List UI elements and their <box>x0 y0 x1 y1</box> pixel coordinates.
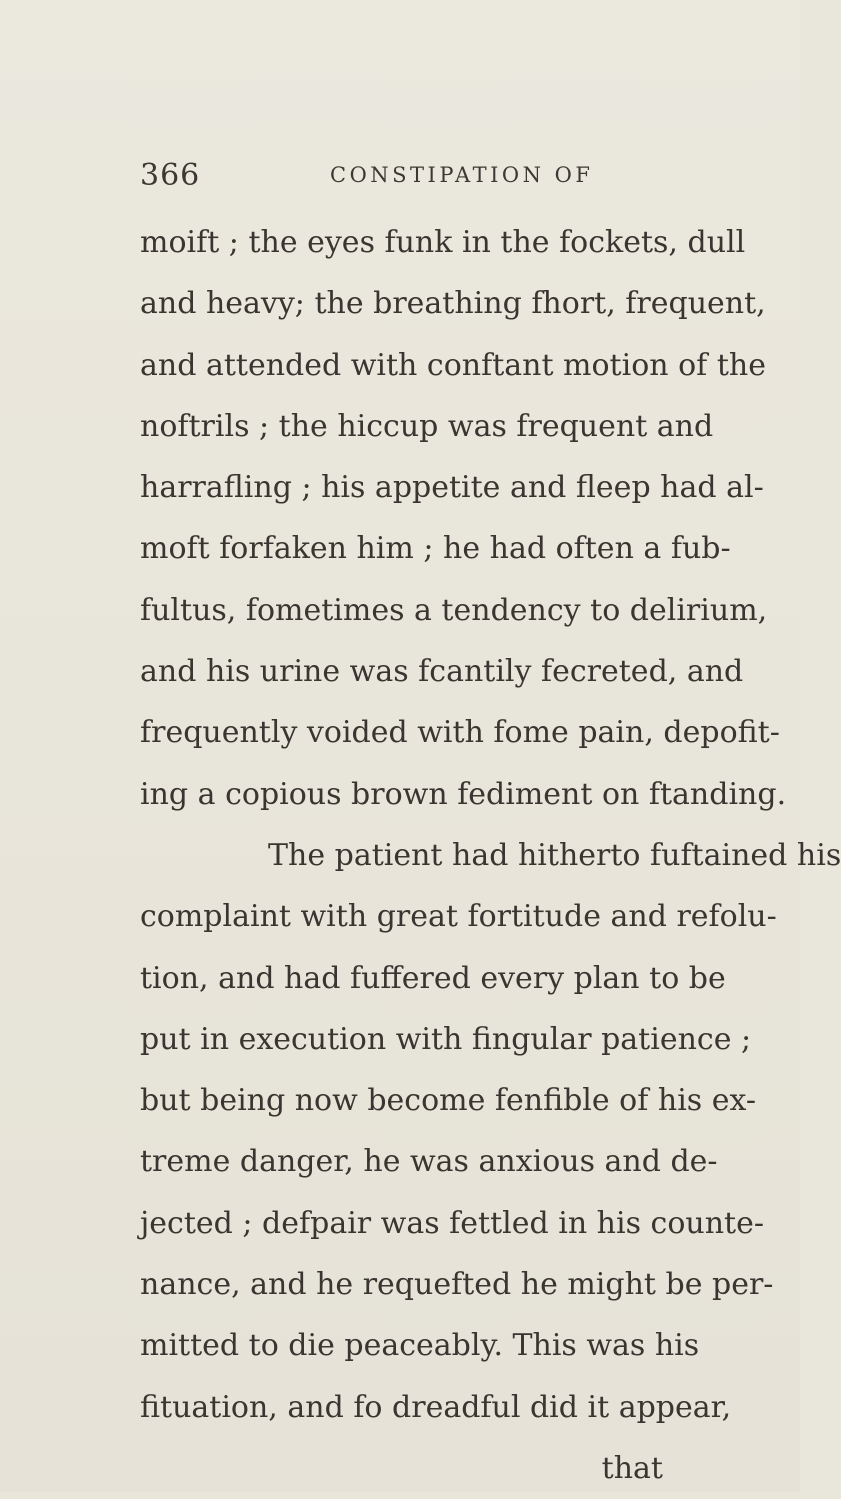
text-line: frequently voided with fome pain, depofit- <box>140 715 780 751</box>
catchword: that <box>601 1450 663 1486</box>
text-line: nance, and he requefted he might be per- <box>140 1267 774 1303</box>
page-header <box>140 158 620 198</box>
text-line: ing a copious brown fediment on ftanding. <box>140 776 787 812</box>
text-line: and heavy; the breathing fhort, frequent, <box>140 286 766 322</box>
text-line: moift ; the eyes funk in the fockets, dull <box>140 225 746 260</box>
text-line: put in execution with fingular patience ; <box>140 1021 752 1057</box>
text-line: tion, and had fuffered every plan to be <box>140 960 726 996</box>
body-text <box>140 212 841 1499</box>
text-line: but being now become fenfible of his ex- <box>140 1083 756 1119</box>
text-line: noftrils ; the hiccup was frequent and <box>140 408 714 444</box>
text-line: treme danger, he was anxious and de- <box>140 1144 718 1180</box>
text-line: jected ; defpair was fettled in his counte- <box>140 1205 764 1241</box>
text-line: moft forfaken him ; he had often a fub- <box>140 531 731 567</box>
running-head: CONSTIPATION OF <box>330 163 594 187</box>
text-line: fultus, fometimes a tendency to delirium, <box>140 592 768 628</box>
text-line: and his urine was fcantily fecreted, and <box>140 654 744 690</box>
text-line: complaint with great fortitude and refolu- <box>140 899 777 935</box>
text-line: fituation, and fo dreadful did it appear, <box>140 1389 732 1425</box>
text-line: harrafling ; his appetite and fleep had al- <box>140 470 764 506</box>
page-number: 366 <box>140 158 201 193</box>
paragraph-start-line: The patient had hitherto fuftained his <box>268 837 841 873</box>
text-line: and attended with conftant motion of the <box>140 347 766 383</box>
text-line: mitted to die peaceably. This was his <box>140 1328 700 1364</box>
